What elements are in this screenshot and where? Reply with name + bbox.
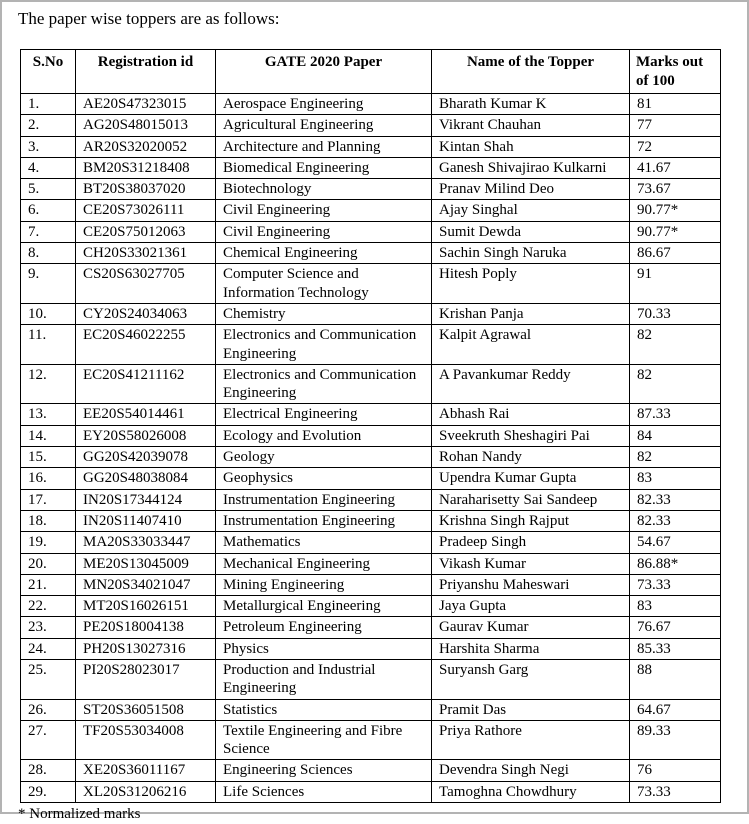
serial-cell: 1.	[21, 93, 76, 114]
marks-cell: 77	[630, 115, 721, 136]
paper-cell: Civil Engineering	[216, 221, 432, 242]
registration-id-cell: PI20S28023017	[76, 660, 216, 700]
table-row	[21, 404, 721, 425]
paper-cell: Physics	[216, 638, 432, 659]
serial-cell: 7.	[21, 221, 76, 242]
serial-cell: 29.	[21, 781, 76, 802]
header-marks: Marks out of 100	[630, 50, 721, 94]
marks-cell: 82	[630, 364, 721, 404]
topper-name-cell: Suryansh Garg	[432, 660, 630, 700]
marks-cell: 87.33	[630, 404, 721, 425]
topper-name-cell: Ajay Singhal	[432, 200, 630, 221]
serial-cell: 17.	[21, 489, 76, 510]
serial-cell: 6.	[21, 200, 76, 221]
table-row	[21, 221, 721, 242]
topper-name-cell: Krishna Singh Rajput	[432, 510, 630, 531]
topper-name-cell: Priya Rathore	[432, 720, 630, 760]
header-row	[21, 50, 721, 94]
topper-name-cell: Vikrant Chauhan	[432, 115, 630, 136]
table-row	[21, 157, 721, 178]
serial-cell: 2.	[21, 115, 76, 136]
serial-cell: 12.	[21, 364, 76, 404]
registration-id-cell: CE20S73026111	[76, 200, 216, 221]
marks-cell: 83	[630, 468, 721, 489]
paper-cell: Electrical Engineering	[216, 404, 432, 425]
paper-cell: Life Sciences	[216, 781, 432, 802]
topper-name-cell: A Pavankumar Reddy	[432, 364, 630, 404]
table-header	[21, 50, 721, 94]
table-row	[21, 425, 721, 446]
registration-id-cell: IN20S11407410	[76, 510, 216, 531]
paper-cell: Mathematics	[216, 532, 432, 553]
serial-cell: 9.	[21, 264, 76, 304]
topper-name-cell: Bharath Kumar K	[432, 93, 630, 114]
marks-cell: 70.33	[630, 303, 721, 324]
registration-id-cell: BT20S38037020	[76, 179, 216, 200]
topper-name-cell: Pranav Milind Deo	[432, 179, 630, 200]
registration-id-cell: CH20S33021361	[76, 243, 216, 264]
topper-name-cell: Krishan Panja	[432, 303, 630, 324]
marks-cell: 86.67	[630, 243, 721, 264]
topper-name-cell: Harshita Sharma	[432, 638, 630, 659]
marks-cell: 64.67	[630, 699, 721, 720]
paper-cell: Computer Science and Information Technology	[216, 264, 432, 304]
registration-id-cell: BM20S31218408	[76, 157, 216, 178]
paper-cell: Production and Industrial Engineering	[216, 660, 432, 700]
table-row	[21, 532, 721, 553]
registration-id-cell: EE20S54014461	[76, 404, 216, 425]
table-row	[21, 510, 721, 531]
marks-cell: 91	[630, 264, 721, 304]
paper-cell: Ecology and Evolution	[216, 425, 432, 446]
serial-cell: 16.	[21, 468, 76, 489]
registration-id-cell: EC20S41211162	[76, 364, 216, 404]
table-row	[21, 200, 721, 221]
serial-cell: 4.	[21, 157, 76, 178]
serial-cell: 28.	[21, 760, 76, 781]
serial-cell: 21.	[21, 574, 76, 595]
topper-name-cell: Ganesh Shivajirao Kulkarni	[432, 157, 630, 178]
registration-id-cell: CE20S75012063	[76, 221, 216, 242]
marks-cell: 90.77*	[630, 221, 721, 242]
topper-name-cell: Jaya Gupta	[432, 596, 630, 617]
registration-id-cell: AG20S48015013	[76, 115, 216, 136]
paper-cell: Biomedical Engineering	[216, 157, 432, 178]
marks-cell: 82	[630, 447, 721, 468]
serial-cell: 20.	[21, 553, 76, 574]
paper-cell: Chemistry	[216, 303, 432, 324]
marks-cell: 82.33	[630, 510, 721, 531]
marks-cell: 81	[630, 93, 721, 114]
table-row	[21, 115, 721, 136]
registration-id-cell: XL20S31206216	[76, 781, 216, 802]
toppers-table	[20, 49, 721, 803]
serial-cell: 8.	[21, 243, 76, 264]
table-row	[21, 660, 721, 700]
marks-cell: 82	[630, 325, 721, 365]
topper-name-cell: Vikash Kumar	[432, 553, 630, 574]
registration-id-cell: GG20S48038084	[76, 468, 216, 489]
paper-cell: Geology	[216, 447, 432, 468]
marks-cell: 82.33	[630, 489, 721, 510]
marks-cell: 86.88*	[630, 553, 721, 574]
header-registration-id: Registration id	[76, 50, 216, 94]
topper-name-cell: Hitesh Poply	[432, 264, 630, 304]
table-row	[21, 93, 721, 114]
marks-cell: 88	[630, 660, 721, 700]
table-row	[21, 468, 721, 489]
registration-id-cell: TF20S53034008	[76, 720, 216, 760]
registration-id-cell: PH20S13027316	[76, 638, 216, 659]
registration-id-cell: MA20S33033447	[76, 532, 216, 553]
paper-cell: Instrumentation Engineering	[216, 510, 432, 531]
serial-cell: 18.	[21, 510, 76, 531]
header-topper-name: Name of the Topper	[432, 50, 630, 94]
table-row	[21, 720, 721, 760]
serial-cell: 27.	[21, 720, 76, 760]
marks-cell: 76.67	[630, 617, 721, 638]
topper-name-cell: Devendra Singh Negi	[432, 760, 630, 781]
paper-cell: Electronics and Communication Engineering	[216, 364, 432, 404]
table-row	[21, 447, 721, 468]
topper-name-cell: Priyanshu Maheswari	[432, 574, 630, 595]
topper-name-cell: Sachin Singh Naruka	[432, 243, 630, 264]
topper-name-cell: Sumit Dewda	[432, 221, 630, 242]
table-row	[21, 364, 721, 404]
serial-cell: 3.	[21, 136, 76, 157]
header-serial: S.No	[21, 50, 76, 94]
serial-cell: 14.	[21, 425, 76, 446]
registration-id-cell: MN20S34021047	[76, 574, 216, 595]
topper-name-cell: Pramit Das	[432, 699, 630, 720]
serial-cell: 15.	[21, 447, 76, 468]
registration-id-cell: MT20S16026151	[76, 596, 216, 617]
table-row	[21, 553, 721, 574]
table-row	[21, 638, 721, 659]
paper-cell: Civil Engineering	[216, 200, 432, 221]
topper-name-cell: Rohan Nandy	[432, 447, 630, 468]
topper-name-cell: Upendra Kumar Gupta	[432, 468, 630, 489]
table-row	[21, 489, 721, 510]
paper-cell: Metallurgical Engineering	[216, 596, 432, 617]
paper-cell: Geophysics	[216, 468, 432, 489]
marks-cell: 72	[630, 136, 721, 157]
serial-cell: 5.	[21, 179, 76, 200]
registration-id-cell: CS20S63027705	[76, 264, 216, 304]
registration-id-cell: IN20S17344124	[76, 489, 216, 510]
marks-cell: 83	[630, 596, 721, 617]
paper-cell: Chemical Engineering	[216, 243, 432, 264]
table-row	[21, 617, 721, 638]
table-row	[21, 699, 721, 720]
topper-name-cell: Sveekruth Sheshagiri Pai	[432, 425, 630, 446]
serial-cell: 24.	[21, 638, 76, 659]
marks-cell: 54.67	[630, 532, 721, 553]
registration-id-cell: AE20S47323015	[76, 93, 216, 114]
marks-cell: 73.33	[630, 781, 721, 802]
paper-cell: Textile Engineering and Fibre Science	[216, 720, 432, 760]
topper-name-cell: Pradeep Singh	[432, 532, 630, 553]
registration-id-cell: XE20S36011167	[76, 760, 216, 781]
toppers-table-body	[21, 93, 721, 802]
registration-id-cell: CY20S24034063	[76, 303, 216, 324]
topper-name-cell: Gaurav Kumar	[432, 617, 630, 638]
paper-cell: Mechanical Engineering	[216, 553, 432, 574]
table-row	[21, 243, 721, 264]
marks-cell: 73.33	[630, 574, 721, 595]
paper-cell: Electronics and Communication Engineering	[216, 325, 432, 365]
paper-cell: Instrumentation Engineering	[216, 489, 432, 510]
paper-cell: Engineering Sciences	[216, 760, 432, 781]
registration-id-cell: EC20S46022255	[76, 325, 216, 365]
topper-name-cell: Kalpit Agrawal	[432, 325, 630, 365]
serial-cell: 23.	[21, 617, 76, 638]
table-row	[21, 264, 721, 304]
registration-id-cell: AR20S32020052	[76, 136, 216, 157]
paper-cell: Petroleum Engineering	[216, 617, 432, 638]
marks-cell: 76	[630, 760, 721, 781]
table-row	[21, 136, 721, 157]
table-row	[21, 596, 721, 617]
marks-cell: 84	[630, 425, 721, 446]
paper-cell: Aerospace Engineering	[216, 93, 432, 114]
serial-cell: 11.	[21, 325, 76, 365]
paper-cell: Architecture and Planning	[216, 136, 432, 157]
marks-cell: 73.67	[630, 179, 721, 200]
table-row	[21, 781, 721, 802]
registration-id-cell: PE20S18004138	[76, 617, 216, 638]
marks-cell: 41.67	[630, 157, 721, 178]
table-row	[21, 760, 721, 781]
serial-cell: 19.	[21, 532, 76, 553]
paper-cell: Agricultural Engineering	[216, 115, 432, 136]
registration-id-cell: ST20S36051508	[76, 699, 216, 720]
paper-cell: Mining Engineering	[216, 574, 432, 595]
topper-name-cell: Naraharisetty Sai Sandeep	[432, 489, 630, 510]
marks-cell: 85.33	[630, 638, 721, 659]
page-title: The paper wise toppers are as follows:	[18, 9, 280, 28]
normalized-marks-footnote: * Normalized marks	[18, 806, 141, 823]
serial-cell: 25.	[21, 660, 76, 700]
registration-id-cell: ME20S13045009	[76, 553, 216, 574]
registration-id-cell: GG20S42039078	[76, 447, 216, 468]
header-gate-paper: GATE 2020 Paper	[216, 50, 432, 94]
table-row	[21, 574, 721, 595]
marks-cell: 89.33	[630, 720, 721, 760]
serial-cell: 22.	[21, 596, 76, 617]
table-row	[21, 179, 721, 200]
topper-name-cell: Tamoghna Chowdhury	[432, 781, 630, 802]
marks-cell: 90.77*	[630, 200, 721, 221]
table-row	[21, 325, 721, 365]
serial-cell: 10.	[21, 303, 76, 324]
serial-cell: 26.	[21, 699, 76, 720]
topper-name-cell: Kintan Shah	[432, 136, 630, 157]
registration-id-cell: EY20S58026008	[76, 425, 216, 446]
serial-cell: 13.	[21, 404, 76, 425]
topper-name-cell: Abhash Rai	[432, 404, 630, 425]
paper-cell: Statistics	[216, 699, 432, 720]
table-row	[21, 303, 721, 324]
paper-cell: Biotechnology	[216, 179, 432, 200]
